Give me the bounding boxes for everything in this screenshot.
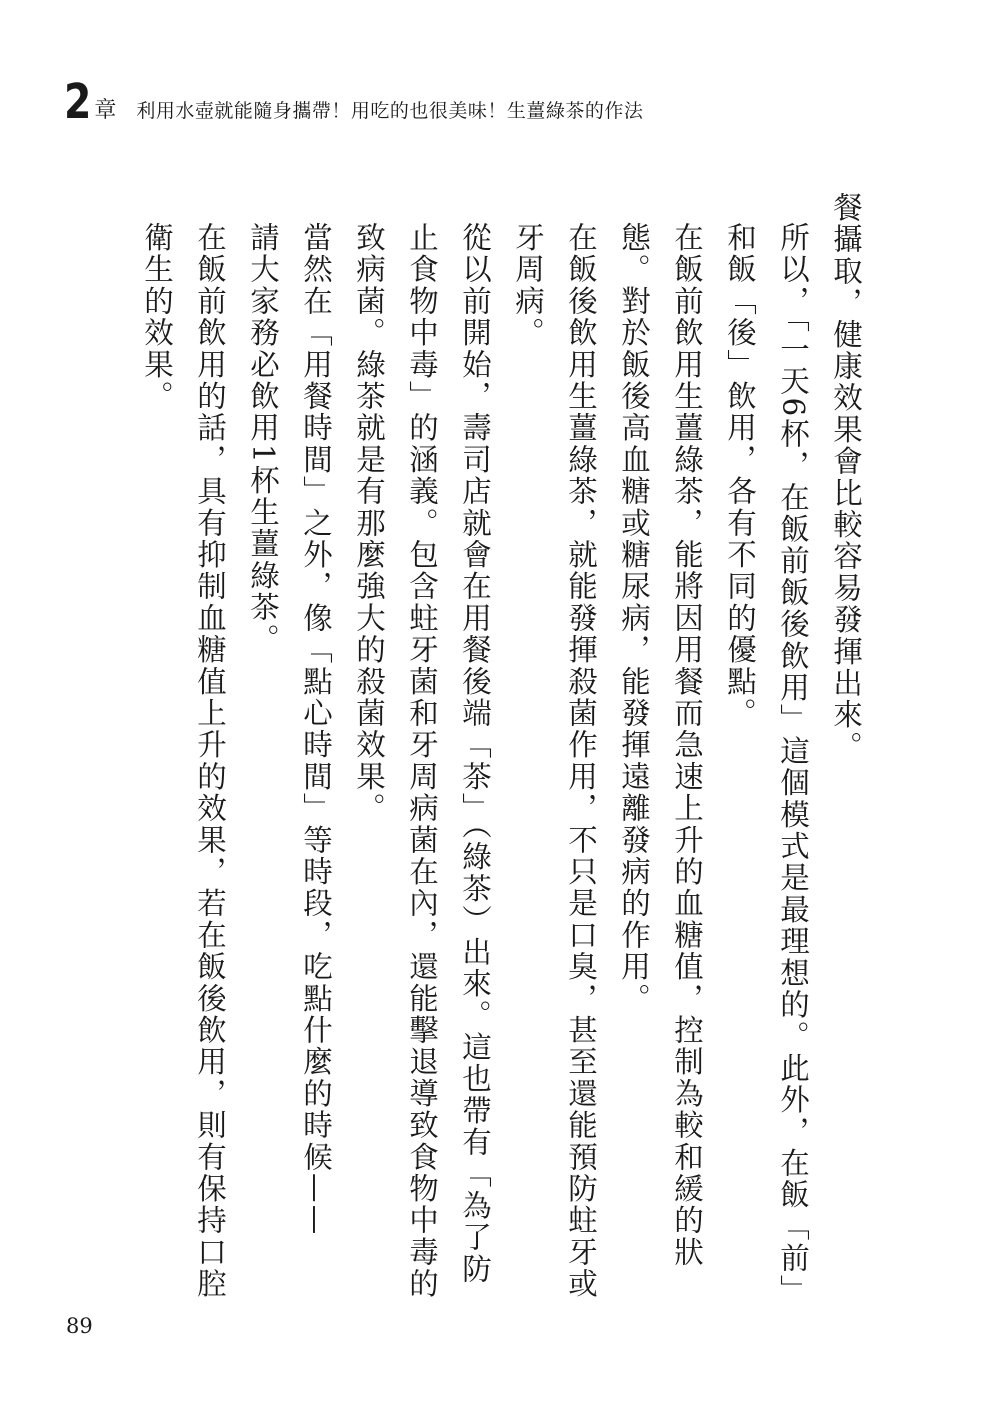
page-number: 89 [66, 1314, 93, 1338]
paragraph: 在飯前飲用生薑綠茶，能將因用餐而急速上升的血糖值，控制為較和緩的狀態。對於飯後高血糖或糖尿病，能發揮遠離發病的作用。 [617, 222, 704, 1269]
paragraph: 所以，「一天6杯，在飯前飯後飲用」這個模式是最理想的。此外，在飯「前」和飯「後」飲用，各有不同的優點。 [723, 222, 810, 1292]
paragraph: 從以前開始，壽司店就會在用餐後端「茶」（綠茶）出來。這也帶有「為了防止食物中毒」的涵義。包含蛀牙菌和牙周病菌在內，還能擊退導致食物中毒的致病菌。綠茶就是有那麼強大的殺菌效果。 [352, 222, 492, 1300]
paragraph: 請大家務必飲用1杯生薑綠茶。 [246, 222, 280, 656]
chapter-label: 章 [94, 98, 117, 123]
chapter-number: 2 [64, 74, 91, 130]
chapter-header [64, 66, 644, 130]
paragraph: 餐攝取，健康效果會比較容易發揮出來。 [829, 192, 863, 763]
paragraph: 當然在「用餐時間」之外，像「點心時間」等時段，吃點什麼的時候—— [299, 222, 333, 1237]
paragraph: 在飯前飲用的話，具有抑制血糖值上升的效果，若在飯後飲用，則有保持口腔衛生的效果。 [140, 222, 227, 1300]
chapter-title: 利用水壺就能隨身攜帶！用吃的也很美味！生薑綠茶的作法 [136, 100, 644, 122]
body-text [82, 192, 872, 1302]
paragraph: 在飯後飲用生薑綠茶，就能發揮殺菌作用，不只是口臭，甚至還能預防蛀牙或牙周病。 [511, 222, 598, 1300]
